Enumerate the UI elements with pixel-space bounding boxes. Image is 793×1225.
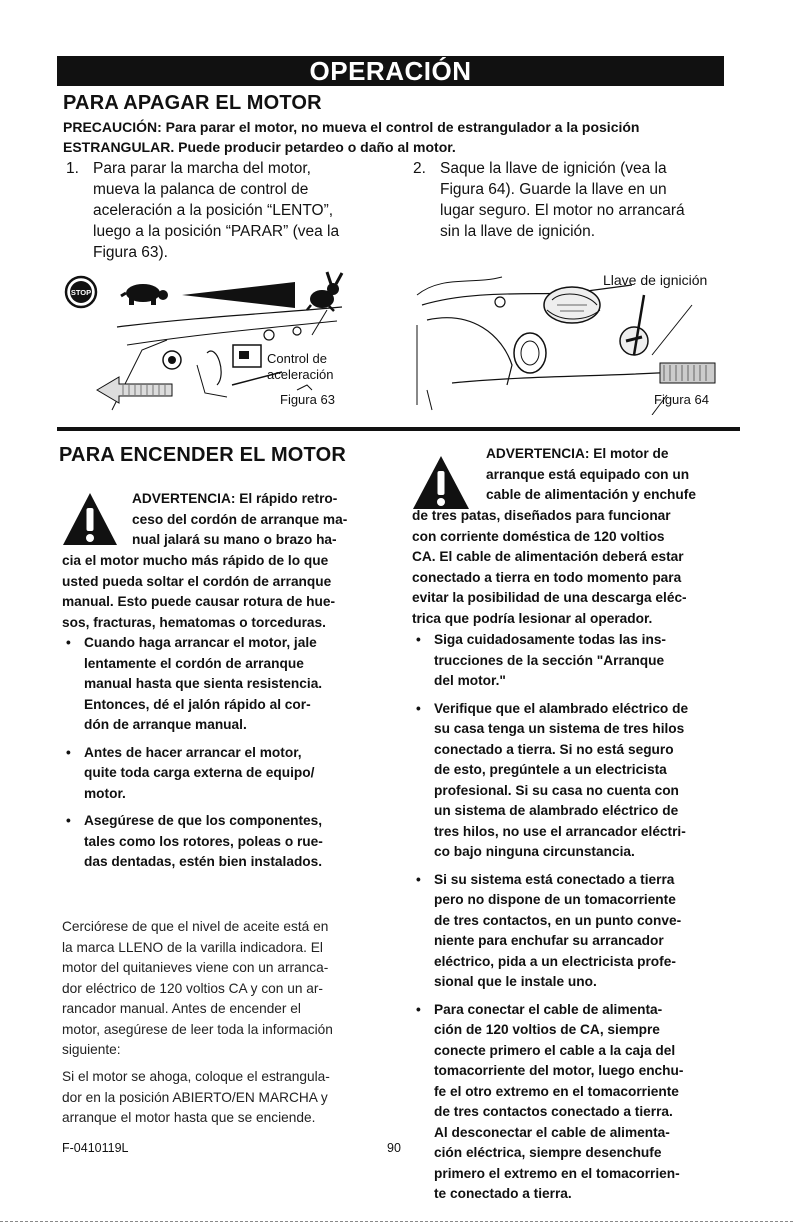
bullet-item bbox=[62, 633, 362, 736]
text-line: tomacorriente del motor, luego enchu- bbox=[434, 1063, 684, 1078]
text-line: sional que le instale uno. bbox=[434, 974, 597, 989]
warning-triangle-icon bbox=[61, 491, 119, 547]
text-line: siguiente: bbox=[62, 1042, 121, 1057]
text-line: lentamente el cordón de arranque bbox=[84, 655, 304, 671]
text-line: dor en la posición ABIERTO/EN MARCHA y bbox=[62, 1089, 328, 1105]
text-line: Entonces, dé el jalón rápido al cor- bbox=[84, 696, 311, 712]
text-line: motor, asegúrese de leer toda la información bbox=[62, 1021, 333, 1037]
turtle-icon bbox=[121, 284, 168, 305]
figure-63 bbox=[57, 265, 387, 415]
text-line: Figura 64). Guarde la llave en un bbox=[440, 181, 667, 198]
speed-wedge-icon bbox=[182, 282, 295, 308]
figure-64 bbox=[412, 265, 742, 415]
figure-63-caption: Figura 63 bbox=[280, 392, 335, 407]
text-line: profesional. Si su casa no cuenta con bbox=[434, 782, 679, 798]
text-line: ción de 120 voltios de CA, siempre bbox=[434, 1022, 660, 1037]
bullet-icon: • bbox=[416, 1001, 421, 1017]
text-line: manual hasta que sienta resistencia. bbox=[84, 676, 323, 691]
text-line: evitar la posibilidad de una descarga eléc- bbox=[412, 590, 687, 605]
start-engine-heading: PARA ENCENDER EL MOTOR bbox=[59, 444, 347, 466]
text-line: cable de alimentación y enchufe bbox=[486, 487, 696, 502]
warning-left-bullets bbox=[62, 633, 362, 880]
step-2 bbox=[413, 158, 743, 248]
text-line: manual. Esto puede causar rotura de hue- bbox=[62, 594, 336, 609]
text-line: primero el extremo en el tomacorrien- bbox=[434, 1165, 680, 1181]
text-line: rancador manual. Antes de encender el bbox=[62, 1001, 301, 1016]
text-line: Al desconectar el cable de alimenta- bbox=[434, 1124, 670, 1140]
text-line: Cerciórese de que el nivel de aceite está en bbox=[62, 919, 329, 934]
text-line: Siga cuidadosamente todas las ins- bbox=[434, 632, 666, 647]
stop-icon bbox=[66, 277, 96, 307]
text-line: con corriente doméstica de 120 voltios bbox=[412, 528, 665, 544]
page-edge-line bbox=[0, 1221, 793, 1222]
stop-icon-label: STOP bbox=[70, 288, 92, 297]
page-number: 90 bbox=[387, 1141, 401, 1155]
text-line: dor eléctrico de 120 voltios CA y con un ar- bbox=[62, 980, 323, 996]
text-line: das dentadas, estén bien instalados. bbox=[84, 854, 323, 869]
text-line: pero no dispone de un tomacorriente bbox=[434, 892, 676, 907]
warning-left-intro bbox=[132, 489, 362, 551]
text-line: dón de arranque manual. bbox=[84, 717, 247, 732]
text-line: nual jalará su mano o brazo ha- bbox=[132, 532, 337, 547]
text-line: Figura 63). bbox=[93, 244, 168, 261]
bullet-icon: • bbox=[66, 744, 71, 760]
bullet-item bbox=[412, 699, 737, 863]
text-line: conectado a tierra en todo momento para bbox=[412, 569, 682, 585]
text-line: ADVERTENCIA: El rápido retro- bbox=[132, 491, 338, 506]
text-line: Para conectar el cable de alimenta- bbox=[434, 1001, 663, 1017]
text-line: aceleración a la posición “LENTO”, bbox=[93, 202, 334, 219]
step-1 bbox=[66, 158, 386, 268]
bullet-item bbox=[62, 743, 362, 805]
bullet-icon: • bbox=[66, 813, 71, 828]
bullet-icon: • bbox=[416, 632, 421, 647]
text-line: ción eléctrica, siempre desenchufe bbox=[434, 1145, 662, 1160]
bullet-icon: • bbox=[66, 635, 71, 650]
text-line: eléctrico, pida a un electricista profe- bbox=[434, 953, 676, 969]
step-number: 2. bbox=[413, 160, 426, 177]
text-line: motor. bbox=[84, 785, 126, 801]
text-line: trucciones de la sección "Arranque bbox=[434, 652, 665, 668]
ignition-key-label: Llave de ignición bbox=[603, 272, 708, 288]
text-line: Si el motor se ahoga, coloque el estrangula- bbox=[62, 1069, 330, 1084]
text-line: arranque está equipado con un bbox=[486, 466, 690, 482]
text-line: de tres patas, diseñados para funcionar bbox=[412, 508, 671, 523]
text-line: Cuando haga arrancar el motor, jale bbox=[84, 635, 317, 650]
text-line: de tres contactos, en un punto conve- bbox=[434, 912, 682, 928]
text-line: quite toda carga externa de equipo/ bbox=[84, 765, 315, 780]
caution-note bbox=[63, 117, 743, 157]
text-line: de tres contactos conectado a tierra. bbox=[434, 1104, 673, 1119]
text-line: sin la llave de ignición. bbox=[440, 223, 596, 240]
text-line: luego a la posición “PARAR” (vea la bbox=[93, 223, 340, 240]
text-line: conectado a tierra. Si no está seguro bbox=[434, 741, 674, 757]
rabbit-icon bbox=[307, 272, 342, 311]
text-line: la marca LLENO de la varilla indicadora. El bbox=[62, 939, 323, 955]
step-number: 1. bbox=[66, 160, 79, 177]
section-header: OPERACIÓN bbox=[57, 56, 724, 86]
warning-right-bullets bbox=[412, 630, 737, 1212]
text-line: Asegúrese de que los componentes, bbox=[84, 813, 323, 828]
bullet-item bbox=[412, 630, 737, 692]
text-line: Saque la llave de ignición (vea la bbox=[440, 160, 667, 177]
text-line: Para parar la marcha del motor, bbox=[93, 160, 311, 177]
bullet-item bbox=[62, 811, 362, 873]
text-line: conecte primero el cable a la caja del bbox=[434, 1042, 676, 1058]
bullet-item bbox=[412, 870, 737, 993]
warning-triangle-icon bbox=[411, 454, 471, 511]
text-line: ADVERTENCIA: El motor de bbox=[486, 446, 669, 461]
text-line: Si su sistema está conectado a tierra bbox=[434, 871, 675, 887]
warning-left-text bbox=[62, 551, 362, 633]
step-text bbox=[93, 158, 339, 263]
text-line: co bajo ninguna circunstancia. bbox=[434, 844, 635, 859]
bullet-item bbox=[412, 1000, 737, 1205]
oil-level-paragraph bbox=[62, 917, 372, 1061]
text-line: motor del quitanieves viene con un arranca- bbox=[62, 960, 329, 975]
text-line: mueva la palanca de control de bbox=[93, 181, 309, 198]
label-line: Control de bbox=[267, 351, 327, 366]
text-line: del motor." bbox=[434, 673, 506, 688]
label-line: aceleración bbox=[267, 367, 334, 382]
caution-line: PRECAUCIÓN: Para parar el motor, no mueva el control de estrangulador a la posición bbox=[63, 119, 640, 135]
bullet-icon: • bbox=[416, 871, 421, 887]
text-line: tales como los rotores, poleas o rue- bbox=[84, 833, 323, 849]
throttle-control-label bbox=[267, 351, 334, 383]
text-line: lugar seguro. El motor no arrancará bbox=[440, 202, 685, 219]
step-text bbox=[440, 158, 685, 242]
bullet-icon: • bbox=[416, 700, 421, 716]
text-line: fe el otro extremo en el tomacorriente bbox=[434, 1083, 679, 1099]
stop-engine-heading: PARA APAGAR EL MOTOR bbox=[63, 92, 322, 114]
warning-right-intro bbox=[486, 444, 736, 506]
text-line: Antes de hacer arrancar el motor, bbox=[84, 744, 302, 760]
choke-paragraph bbox=[62, 1067, 372, 1129]
section-divider bbox=[57, 427, 740, 431]
text-line: de esto, pregúntele a un electricista bbox=[434, 762, 667, 777]
text-line: tres hilos, no use el arrancador eléctri- bbox=[434, 823, 686, 839]
text-line: su casa tenga un sistema de tres hilos bbox=[434, 721, 685, 736]
text-line: te conectado a tierra. bbox=[434, 1186, 572, 1201]
figure-64-caption: Figura 64 bbox=[654, 392, 709, 407]
text-line: niente para enchufar su arrancador bbox=[434, 933, 664, 948]
warning-right-text bbox=[412, 506, 737, 629]
text-line: ceso del cordón de arranque ma- bbox=[132, 511, 348, 527]
throttle-control-illustration bbox=[57, 265, 387, 415]
document-code: F-0410119L bbox=[62, 1141, 129, 1155]
caution-line: ESTRANGULAR. Puede producir petardeo o daño al motor. bbox=[63, 139, 456, 155]
text-line: un sistema de alambrado eléctrico de bbox=[434, 803, 679, 818]
text-line: arranque el motor hasta que se enciende. bbox=[62, 1110, 316, 1125]
text-line: cia el motor mucho más rápido de lo que bbox=[62, 553, 329, 568]
text-line: trica que podría lesionar al operador. bbox=[412, 610, 653, 626]
text-line: Verifique que el alambrado eléctrico de bbox=[434, 700, 689, 716]
text-line: usted pueda soltar el cordón de arranque bbox=[62, 573, 332, 589]
text-line: sos, fracturas, hematomas o torceduras. bbox=[62, 614, 326, 630]
text-line: CA. El cable de alimentación deberá estar bbox=[412, 549, 684, 564]
